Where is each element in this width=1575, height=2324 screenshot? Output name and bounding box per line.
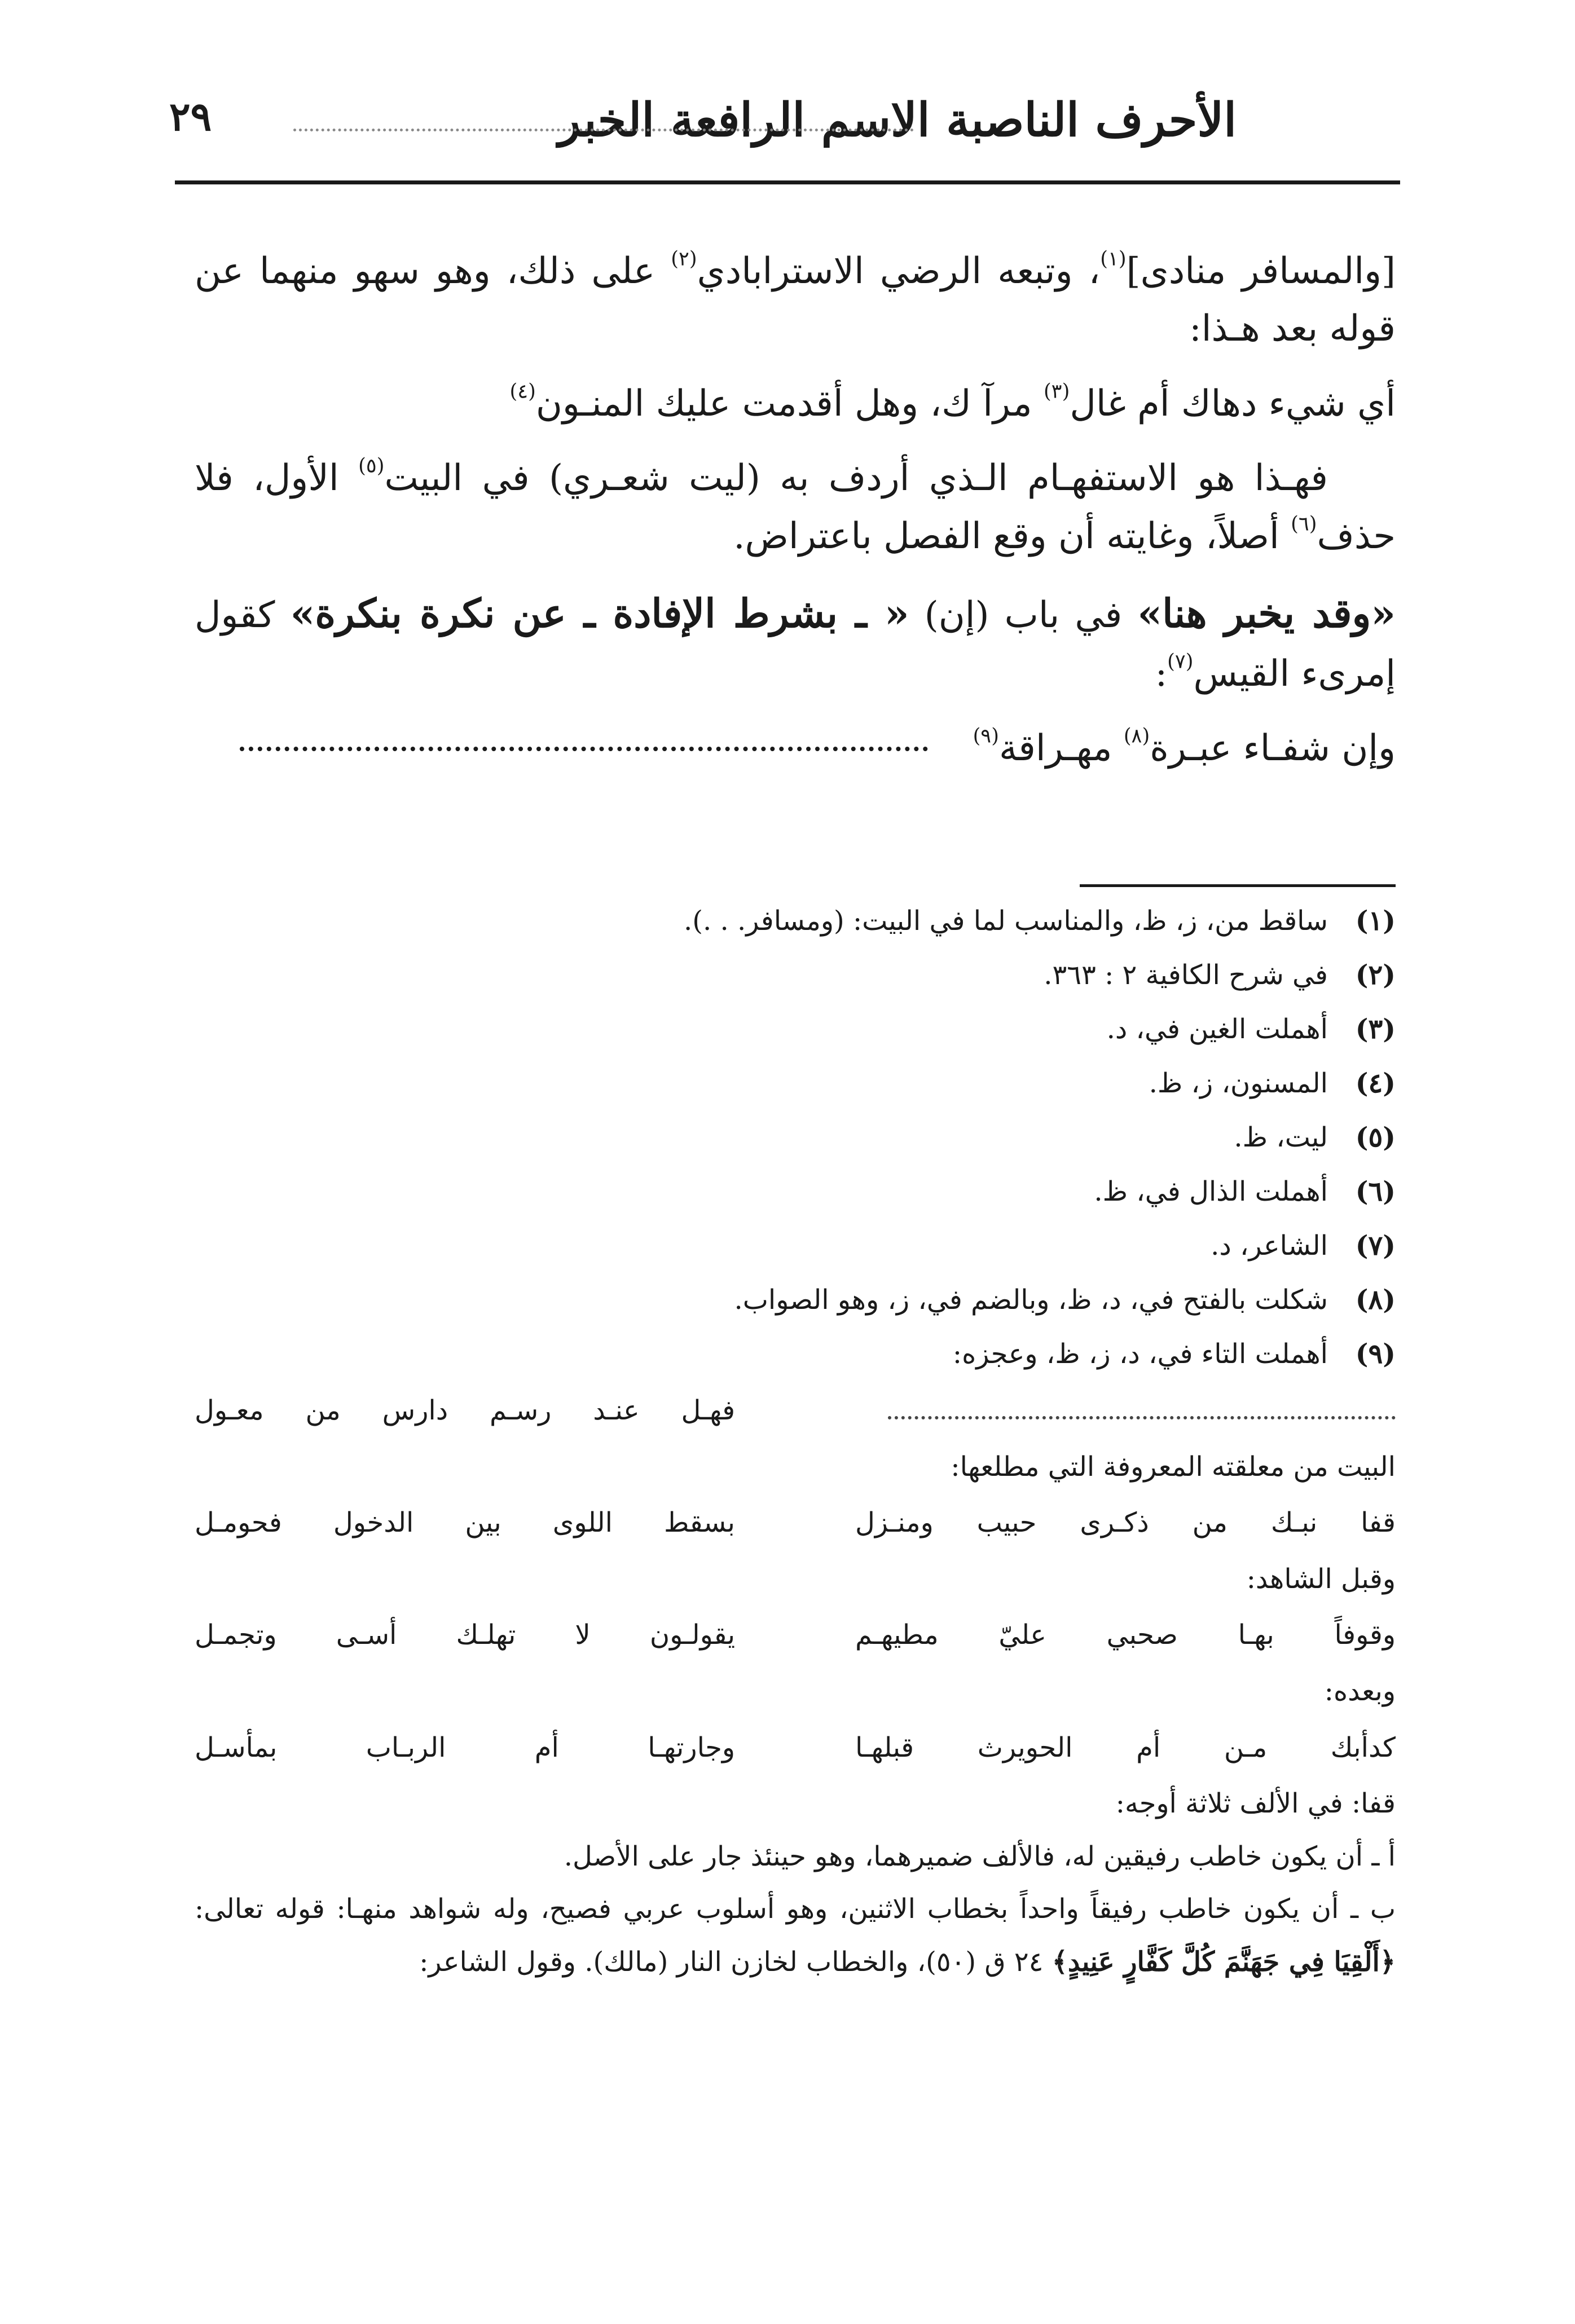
footnote-number: (٢) (1355, 959, 1396, 991)
quran-quote: ﴿أَلْقِيَا فِي جَهَنَّمَ كُلَّ كَفَّارٍ عَنِيدٍ﴾ (1052, 1946, 1396, 1978)
running-title: الأحرف الناصبة الاسم الرافعة الخبر (558, 93, 1237, 147)
quoted-text: «وقد يخبر هنا» (1137, 589, 1396, 637)
footnote-text: أهملت الذال في، ظ. (1094, 1176, 1328, 1207)
text: وإن شفـاء عبـرة (1150, 727, 1396, 770)
footnote-line: قفا: في الألف ثلاثة أوجه: (1115, 1788, 1396, 1820)
footnotes (195, 894, 1396, 1989)
paragraph-1 (195, 242, 1396, 358)
verse-hemistich: بسقط اللوى بين الدخول فحومـل (195, 1507, 736, 1539)
footnote-ref-9: (٩) (973, 724, 999, 748)
footnote-number: (٣) (1355, 1013, 1396, 1045)
footnote-line: البيت من معلقته المعروفة التي مطلعها: (951, 1450, 1396, 1483)
footnote-text: ليت، ظ. (1234, 1122, 1328, 1153)
text: مهـراقة (998, 727, 1124, 770)
footnote-rule (1080, 884, 1396, 887)
header-dotted-ornament (293, 129, 914, 131)
footnote-paragraph (195, 1883, 1396, 1988)
footnote-line: وقبل الشاهد: (1246, 1563, 1396, 1595)
verse-hemistich (973, 720, 1396, 777)
text: ، وتبعه الرضي الاسترابادي (697, 250, 1101, 292)
verse-hemistich: يقولـون لا تهلـك أسـى وتجمـل (195, 1619, 736, 1651)
header-rule (175, 180, 1400, 184)
footnote-line: أ ـ أن يكون خاطب رفيقين له، فالألف ضميرهما، وهو حينئذ جار على الأصل. (564, 1840, 1396, 1872)
footnote-ref-1: (١) (1100, 247, 1127, 271)
text: : (1155, 652, 1168, 695)
footnote-number: (٥) (1355, 1122, 1396, 1153)
text: فهـذا هو الاستفهـام الـذي أردف به (ليت شعـري) في البيت (384, 457, 1328, 500)
quoted-text: « ـ بشرط الإفادة ـ عن نكرة بنكرة» (290, 589, 909, 637)
footnote-ref-5: (٥) (358, 454, 385, 478)
ellipsis-dots (888, 1416, 1396, 1419)
footnote-number: (٩) (1355, 1338, 1396, 1370)
footnote-ref-3: (٣) (1043, 380, 1070, 403)
footnote-ref-7: (٧) (1167, 650, 1194, 673)
text: أصلاً، وغايته أن وقع الفصل باعتراض. (733, 515, 1291, 557)
verse-hemistich: وجارتهـا أم الربـاب بمأسـل (195, 1731, 736, 1763)
footnote-ref-2: (٢) (671, 247, 697, 271)
verse-1 (195, 375, 1396, 433)
text: في باب (إن) (909, 594, 1138, 636)
footnote-8 (195, 1273, 1396, 1327)
footnote-1 (195, 894, 1396, 948)
verse-couplet (195, 1722, 1396, 1775)
paragraph-2 (195, 449, 1396, 565)
footnote-text: في شرح الكافية ٢ : ٣٦٣. (1044, 959, 1328, 991)
footnote-6 (195, 1165, 1396, 1219)
text: الأول، فلا حذف (195, 457, 1396, 557)
main-text (195, 242, 1396, 795)
footnote-text: المسنون، ز، ظ. (1149, 1068, 1328, 1099)
page-number: ٢٩ (169, 93, 212, 140)
footnote-4 (195, 1056, 1396, 1110)
footnote-number: (٨) (1355, 1284, 1396, 1316)
footnote-number: (٧) (1355, 1230, 1396, 1262)
footnote-9-body (195, 1384, 1396, 1989)
text: أي شيء دهاك أم غال (1070, 382, 1396, 425)
footnote-text: أهملت التاء في، د، ز، ظ، وعجزه: (952, 1338, 1328, 1370)
verse-couplet (195, 1384, 1396, 1437)
footnote-text: الشاعر، د. (1211, 1230, 1328, 1262)
verse-hemistich: كدأبك مـن أم الحويرث قبلهـا (855, 1731, 1396, 1763)
footnote-7 (195, 1219, 1396, 1273)
text: مرآ ك، وهل أقدمت عليك المنـون (535, 382, 1044, 425)
footnote-3 (195, 1002, 1396, 1056)
text: [والمسافر منادى] (1126, 250, 1396, 292)
verse-couplet (195, 1497, 1396, 1550)
verse-2 (195, 720, 1396, 777)
verse-hemistich: فهـل عنـد رسـم دارس من معـول (195, 1395, 736, 1426)
verse-hemistich: وقوفاً بهـا صحبي عليّ مطيهـم (855, 1619, 1396, 1651)
verse-hemistich: قفا نبـك من ذكـرى حبيب ومنـزل (855, 1507, 1396, 1539)
footnote-2 (195, 948, 1396, 1002)
ellipsis-dots (240, 747, 928, 751)
text: على ذلك، وهو سهو منهما عن قوله بعد هـذا: (195, 250, 1396, 350)
footnote-9 (195, 1327, 1396, 1381)
footnote-ref-6: (٦) (1291, 511, 1317, 535)
text: كقول إمرىء القيس (195, 594, 1396, 695)
paragraph-3 (195, 582, 1396, 703)
footnote-text: أهملت الغين في، د. (1106, 1013, 1328, 1045)
footnote-text: شكلت بالفتح في، د، ظ، وبالضم في، ز، وهو الصواب. (734, 1284, 1328, 1316)
text: ٢٤ ق (٥٠)، والخطاب لخازن النار (مالك). وقول الشاعر: (419, 1946, 1052, 1978)
footnote-line: وبعده: (1324, 1675, 1396, 1707)
footnote-ref-8: (٨) (1123, 724, 1150, 748)
footnote-5 (195, 1110, 1396, 1165)
verse-couplet (195, 1609, 1396, 1662)
footnote-number: (٤) (1355, 1068, 1396, 1099)
footnote-text: ساقط من، ز، ظ، والمناسب لما في البيت: (ومسافر. . .). (683, 905, 1328, 937)
text: ب ـ أن يكون خاطب رفيقاً واحداً بخطاب الاثنين، وهو أسلوب عربي فصيح، وله شواهد منهـا: قوله تعالى: (195, 1893, 1396, 1925)
footnote-number: (١) (1355, 905, 1396, 937)
footnote-number: (٦) (1355, 1176, 1396, 1207)
footnote-ref-4: (٤) (509, 380, 536, 403)
